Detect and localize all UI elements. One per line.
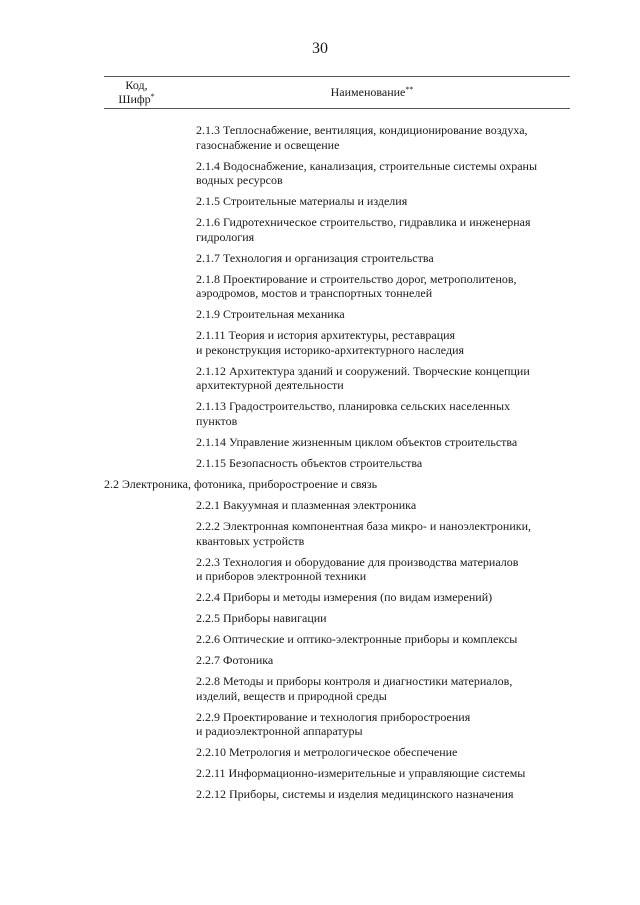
table-header bbox=[104, 76, 570, 109]
list-item-line: 2.2 Электроника, фотоника, приборостроение и связь bbox=[104, 476, 378, 491]
list-item-line: 2.1.5 Строительные материалы и изделия bbox=[196, 194, 408, 208]
list-item bbox=[196, 590, 574, 605]
list-item bbox=[196, 251, 574, 266]
list-item-line: гидрология bbox=[196, 229, 255, 244]
list-item-line: 2.2.7 Фотоника bbox=[196, 653, 274, 667]
list-item-line: водных ресурсов bbox=[196, 173, 283, 187]
code-footnote-mark: * bbox=[150, 92, 155, 101]
list-group-heading bbox=[104, 477, 574, 492]
list-item-line: 2.2.6 Оптические и оптико-электронные приборы и комплексы bbox=[196, 632, 518, 646]
list-item-line: изделий, веществ и природной среды bbox=[196, 688, 387, 703]
list-item-line: и радиоэлектронной аппаратуры bbox=[196, 724, 363, 738]
list-item bbox=[196, 272, 574, 301]
list-item bbox=[196, 399, 574, 428]
specialty-list bbox=[104, 123, 574, 808]
list-item bbox=[196, 632, 574, 647]
list-item-line: 2.2.1 Вакуумная и плазменная электроника bbox=[196, 498, 417, 512]
list-item-line: архитектурной деятельности bbox=[196, 378, 344, 392]
list-item bbox=[196, 745, 574, 760]
list-item-line: 2.1.7 Технология и организация строительства bbox=[196, 250, 434, 265]
list-item-line: газоснабжение и освещение bbox=[196, 137, 340, 152]
list-item bbox=[196, 456, 574, 471]
list-item-line: 2.2.8 Методы и приборы контроля и диагностики материалов, bbox=[196, 674, 513, 688]
list-item-line: 2.1.14 Управление жизненным циклом объектов строительства bbox=[196, 434, 518, 449]
list-item-line: 2.1.15 Безопасность объектов строительства bbox=[196, 455, 423, 470]
list-item bbox=[196, 307, 574, 322]
list-item bbox=[196, 710, 574, 739]
list-item-line: 2.2.4 Приборы и методы измерения (по видам измерений) bbox=[196, 590, 493, 604]
list-item bbox=[196, 364, 574, 393]
list-item bbox=[196, 435, 574, 450]
list-item-line: 2.1.9 Строительная механика bbox=[196, 307, 345, 321]
list-item bbox=[196, 787, 574, 802]
list-item-line: 2.2.5 Приборы навигации bbox=[196, 611, 327, 625]
name-column-header bbox=[254, 85, 490, 99]
list-item bbox=[196, 194, 574, 209]
list-item-line: 2.1.6 Гидротехническое строительство, гидравлика и инженерная bbox=[196, 215, 531, 229]
list-item bbox=[196, 519, 574, 548]
list-item bbox=[196, 766, 574, 781]
list-item-line: 2.2.12 Приборы, системы и изделия медицинского назначения bbox=[196, 787, 514, 801]
list-item-line: 2.1.11 Теория и история архитектуры, реставрация bbox=[196, 328, 456, 342]
list-item-line: 2.1.13 Градостроительство, планировка сельских населенных bbox=[196, 399, 511, 413]
list-item bbox=[196, 328, 574, 357]
list-item bbox=[196, 159, 574, 188]
list-item-line: 2.1.12 Архитектура зданий и сооружений. Творческие концепции bbox=[196, 363, 530, 378]
list-item bbox=[196, 498, 574, 513]
code-header-line2 bbox=[104, 92, 169, 106]
page-number: 30 bbox=[312, 40, 328, 57]
list-item-line: аэродромов, мостов и транспортных тоннелей bbox=[196, 286, 433, 300]
code-header-label: Шифр bbox=[118, 92, 151, 106]
list-item-line: и реконструкция историко-архитектурного наследия bbox=[196, 342, 465, 357]
list-item bbox=[196, 555, 574, 584]
list-item bbox=[196, 653, 574, 668]
code-column-header bbox=[104, 78, 169, 106]
list-item bbox=[196, 611, 574, 626]
list-item-line: 2.2.2 Электронная компонентная база микро- и наноэлектроники, bbox=[196, 519, 532, 533]
list-item bbox=[196, 674, 574, 703]
list-item-line: 2.1.8 Проектирование и строительство дорог, метрополитенов, bbox=[196, 271, 517, 286]
list-item-line: и приборов электронной техники bbox=[196, 569, 367, 583]
code-header-line1: Код, bbox=[125, 78, 148, 92]
list-item-line: 2.2.10 Метрология и метрологическое обеспечение bbox=[196, 745, 458, 759]
list-item-line: квантовых устройств bbox=[196, 533, 305, 548]
name-header-label: Наименование bbox=[330, 85, 406, 99]
list-item-line: 2.1.3 Теплоснабжение, вентиляция, кондиционирование воздуха, bbox=[196, 123, 528, 137]
list-item bbox=[196, 123, 574, 152]
list-item-line: 2.1.4 Водоснабжение, канализация, строительные системы охраны bbox=[196, 158, 538, 173]
list-item-line: 2.2.9 Проектирование и технология приборостроения bbox=[196, 709, 471, 724]
list-item-line: пунктов bbox=[196, 413, 238, 428]
name-footnote-mark: ** bbox=[405, 85, 414, 94]
list-item bbox=[196, 215, 574, 244]
list-item-line: 2.2.3 Технология и оборудование для производства материалов bbox=[196, 554, 519, 569]
list-item-line: 2.2.11 Информационно-измерительные и управляющие системы bbox=[196, 766, 526, 780]
